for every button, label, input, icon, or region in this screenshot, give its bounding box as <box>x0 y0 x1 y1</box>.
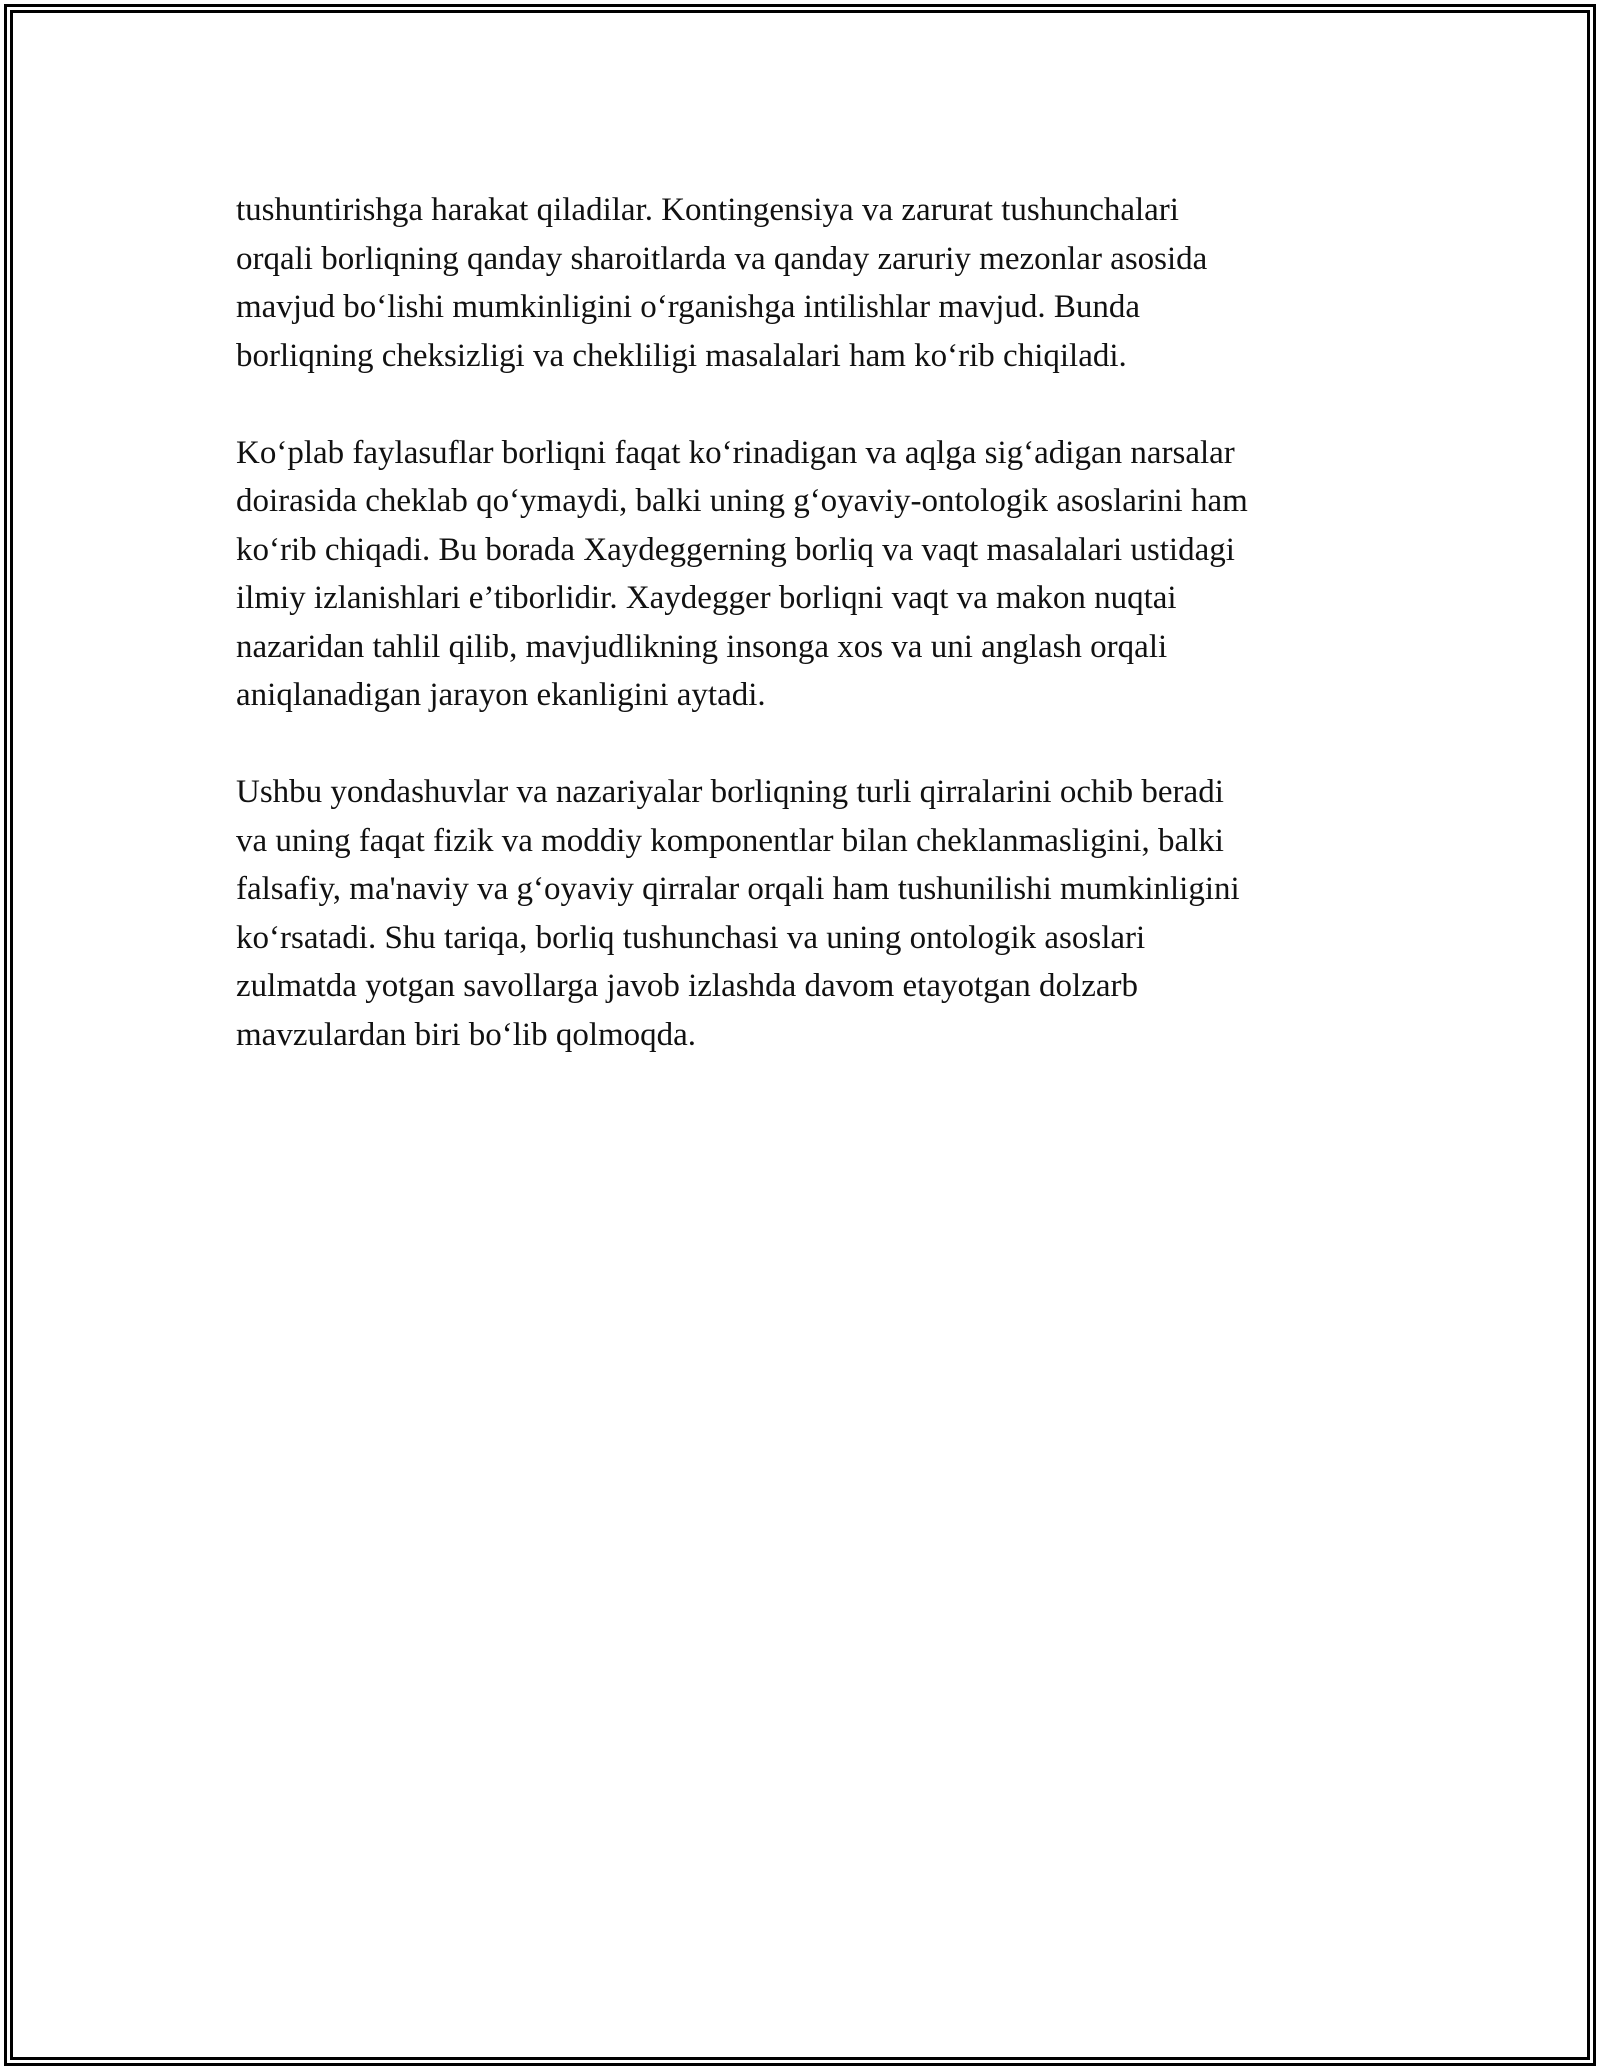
text-line: orqali borliqning qanday sharoitlarda va qanday zaruriy mezonlar asosida <box>236 240 1208 277</box>
text-line: mavjud bo‘lishi mumkinligini o‘rganishga intilishlar mavjud. Bunda <box>236 289 1141 325</box>
text-line: va uning faqat fizik va moddiy komponentlar bilan cheklanmasligini, balki <box>236 822 1224 859</box>
text-line: doirasida cheklab qo‘ymaydi, balki uning g‘oyaviy-ontologik asoslarini ham <box>236 483 1248 519</box>
text-line: falsafiy, ma'naviy va g‘oyaviy qirralar orqali ham tushunilishi mumkinligini <box>236 871 1240 907</box>
text-line: mavzulardan biri bo‘lib qolmoqda. <box>236 1016 697 1053</box>
text-line: tushuntirishga harakat qiladilar. Kontingensiya va zarurat tushunchalari <box>236 192 1179 228</box>
paragraph-1 <box>236 186 1386 380</box>
document-body <box>236 186 1386 1108</box>
text-line: Ko‘plab faylasuflar borliqni faqat ko‘rinadigan va aqlga sig‘adigan narsalar <box>236 434 1235 471</box>
paragraph-2 <box>236 429 1386 720</box>
paragraph-3 <box>236 768 1386 1059</box>
text-line: Ushbu yondashuvlar va nazariyalar borliqning turli qirralarini ochib beradi <box>236 774 1224 810</box>
text-line: ko‘rsatadi. Shu tariqa, borliq tushunchasi va uning ontologik asoslari <box>236 919 1146 956</box>
text-line: zulmatda yotgan savollarga javob izlashda davom etayotgan dolzarb <box>236 968 1139 1004</box>
text-line: aniqlanadigan jarayon ekanligini aytadi. <box>236 677 766 713</box>
text-line: nazaridan tahlil qilib, mavjudlikning insonga xos va uni anglash orqali <box>236 628 1168 665</box>
text-line: ilmiy izlanishlari e’tiborlidir. Xaydegger borliqni vaqt va makon nuqtai <box>236 580 1177 616</box>
text-line: ko‘rib chiqadi. Bu borada Xaydeggerning borliq va vaqt masalalari ustidagi <box>236 531 1235 568</box>
text-line: borliqning cheksizligi va chekliligi masalalari ham ko‘rib chiqiladi. <box>236 337 1127 374</box>
